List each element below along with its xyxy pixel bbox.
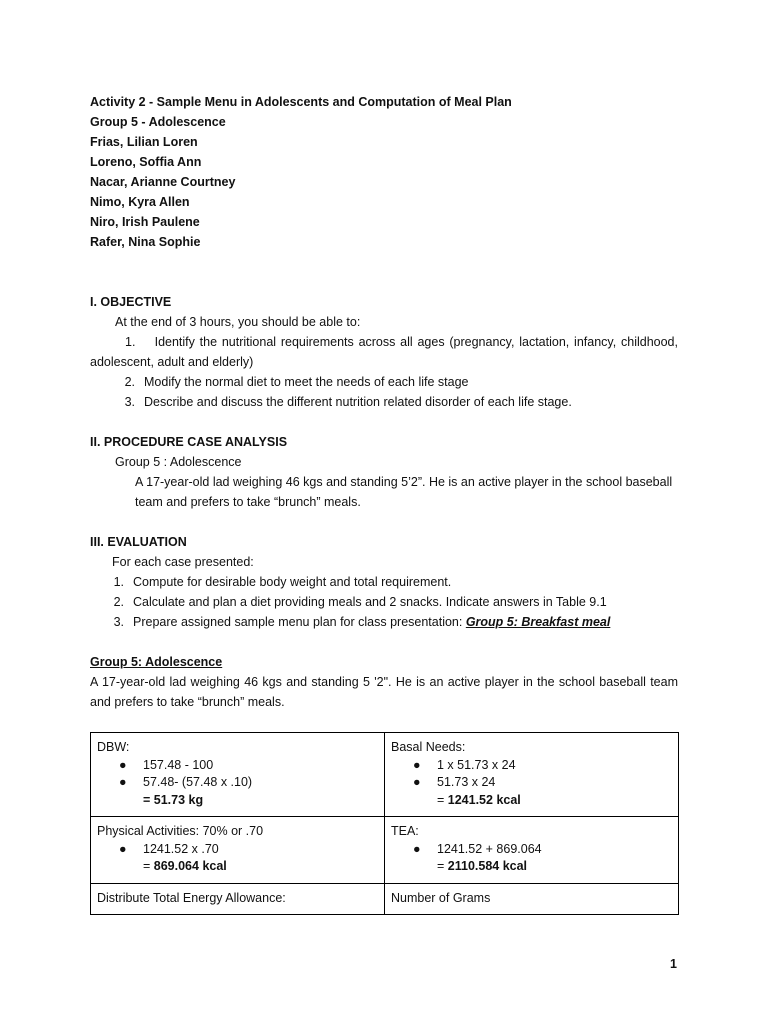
tea-label: TEA:: [391, 824, 419, 838]
basal-needs-cell: [385, 733, 679, 817]
physical-step: ● 1241.52 x .70: [97, 841, 378, 859]
evaluation-item-1: [90, 572, 678, 592]
dbw-result: = 51.73 kg: [143, 792, 204, 807]
bullet-icon: ●: [413, 775, 421, 789]
bullet-icon: ●: [413, 757, 421, 772]
computation-table: [90, 732, 679, 915]
dbw-label: DBW:: [97, 740, 130, 754]
objective-heading: I. OBJECTIVE: [90, 295, 172, 309]
breakfast-meal-emphasis: Group 5: Breakfast meal: [465, 615, 611, 629]
page-number: 1: [670, 957, 677, 971]
group-label: Group 5 - Adolescence: [90, 115, 226, 129]
dbw-step: ● 57.48- (57.48 x .10): [97, 774, 378, 792]
evaluation-item-text: Compute for desirable body weight and total requirement.: [133, 575, 452, 589]
evaluation-intro: For each case presented:: [112, 555, 254, 569]
evaluation-item-number: 1.: [113, 575, 124, 589]
distribute-tea-cell: Distribute Total Energy Allowance:: [91, 884, 385, 915]
bullet-icon: ●: [119, 757, 127, 772]
tea-result: = 2110.584 kcal: [437, 859, 528, 873]
physical-activities-cell: [91, 817, 385, 884]
procedure-group: Group 5 : Adolescence: [115, 455, 242, 469]
procedure-case-line: team and prefers to take “brunch” meals.: [135, 495, 361, 509]
objective-item-text: Identify the nutritional requirements across all ages (pregnancy, lactation, infancy, childhood, adolescent, adult and elderly): [90, 335, 678, 369]
document-title: Activity 2 - Sample Menu in Adolescents and Computation of Meal Plan: [90, 95, 512, 109]
dbw-step: ● 157.48 - 100: [97, 757, 378, 775]
basal-result: = 1241.52 kcal: [437, 792, 521, 807]
evaluation-item-text: Calculate and plan a diet providing meals and 2 snacks. Indicate answers in Table 9.1: [133, 595, 607, 609]
procedure-heading: II. PROCEDURE CASE ANALYSIS: [90, 435, 288, 449]
basal-step: ● 1 x 51.73 x 24: [391, 757, 672, 775]
tea-cell: [385, 817, 679, 884]
procedure-case-line: A 17-year-old lad weighing 46 kgs and standing 5’2”. He is an active player in the school baseball: [135, 475, 673, 489]
member-name: Niro, Irish Paulene: [90, 215, 200, 229]
dbw-cell: [91, 733, 385, 817]
member-name: Nacar, Arianne Courtney: [90, 175, 236, 189]
evaluation-item-3: [90, 612, 678, 632]
objective-item-number: 1.: [125, 335, 136, 349]
physical-activities-label: Physical Activities: 70% or .70: [97, 824, 264, 838]
member-name: Rafer, Nina Sophie: [90, 235, 201, 249]
objective-item-text: Describe and discuss the different nutrition related disorder of each life stage.: [144, 395, 572, 409]
member-name: Nimo, Kyra Allen: [90, 195, 190, 209]
physical-result: = 869.064 kcal: [143, 859, 227, 873]
basal-needs-label: Basal Needs:: [391, 740, 466, 754]
objective-item-2: [90, 372, 678, 392]
basal-step: ● 51.73 x 24: [391, 774, 672, 792]
evaluation-item-number: 2.: [113, 595, 124, 609]
bullet-icon: ●: [119, 841, 127, 856]
member-name: Loreno, Soffia Ann: [90, 155, 202, 169]
case-section-heading: Group 5: Adolescence: [90, 655, 223, 669]
evaluation-item-2: [90, 592, 678, 612]
case-section-text: A 17-year-old lad weighing 46 kgs and standing 5 '2". He is an active player in the school baseball team and prefers to take “brunch” meals.: [90, 675, 678, 709]
bullet-icon: ●: [413, 841, 421, 856]
number-of-grams-cell: Number of Grams: [385, 884, 679, 915]
member-name: Frias, Lilian Loren: [90, 135, 198, 149]
evaluation-item-text: [124, 612, 610, 632]
evaluation-item-3-text: Prepare assigned sample menu plan for class presentation:: [133, 615, 466, 629]
evaluation-heading: III. EVALUATION: [90, 535, 187, 549]
document-page: [90, 92, 678, 712]
objective-item-1: [90, 332, 678, 372]
objective-item-number: 3.: [124, 395, 135, 409]
evaluation-item-number: 3.: [113, 615, 124, 629]
objective-item-3: [90, 392, 678, 412]
objective-intro: At the end of 3 hours, you should be able to:: [115, 315, 361, 329]
objective-item-number: 2.: [124, 375, 135, 389]
tea-step: ● 1241.52 + 869.064: [391, 841, 672, 859]
bullet-icon: ●: [119, 775, 127, 789]
objective-item-text: Modify the normal diet to meet the needs of each life stage: [144, 375, 469, 389]
